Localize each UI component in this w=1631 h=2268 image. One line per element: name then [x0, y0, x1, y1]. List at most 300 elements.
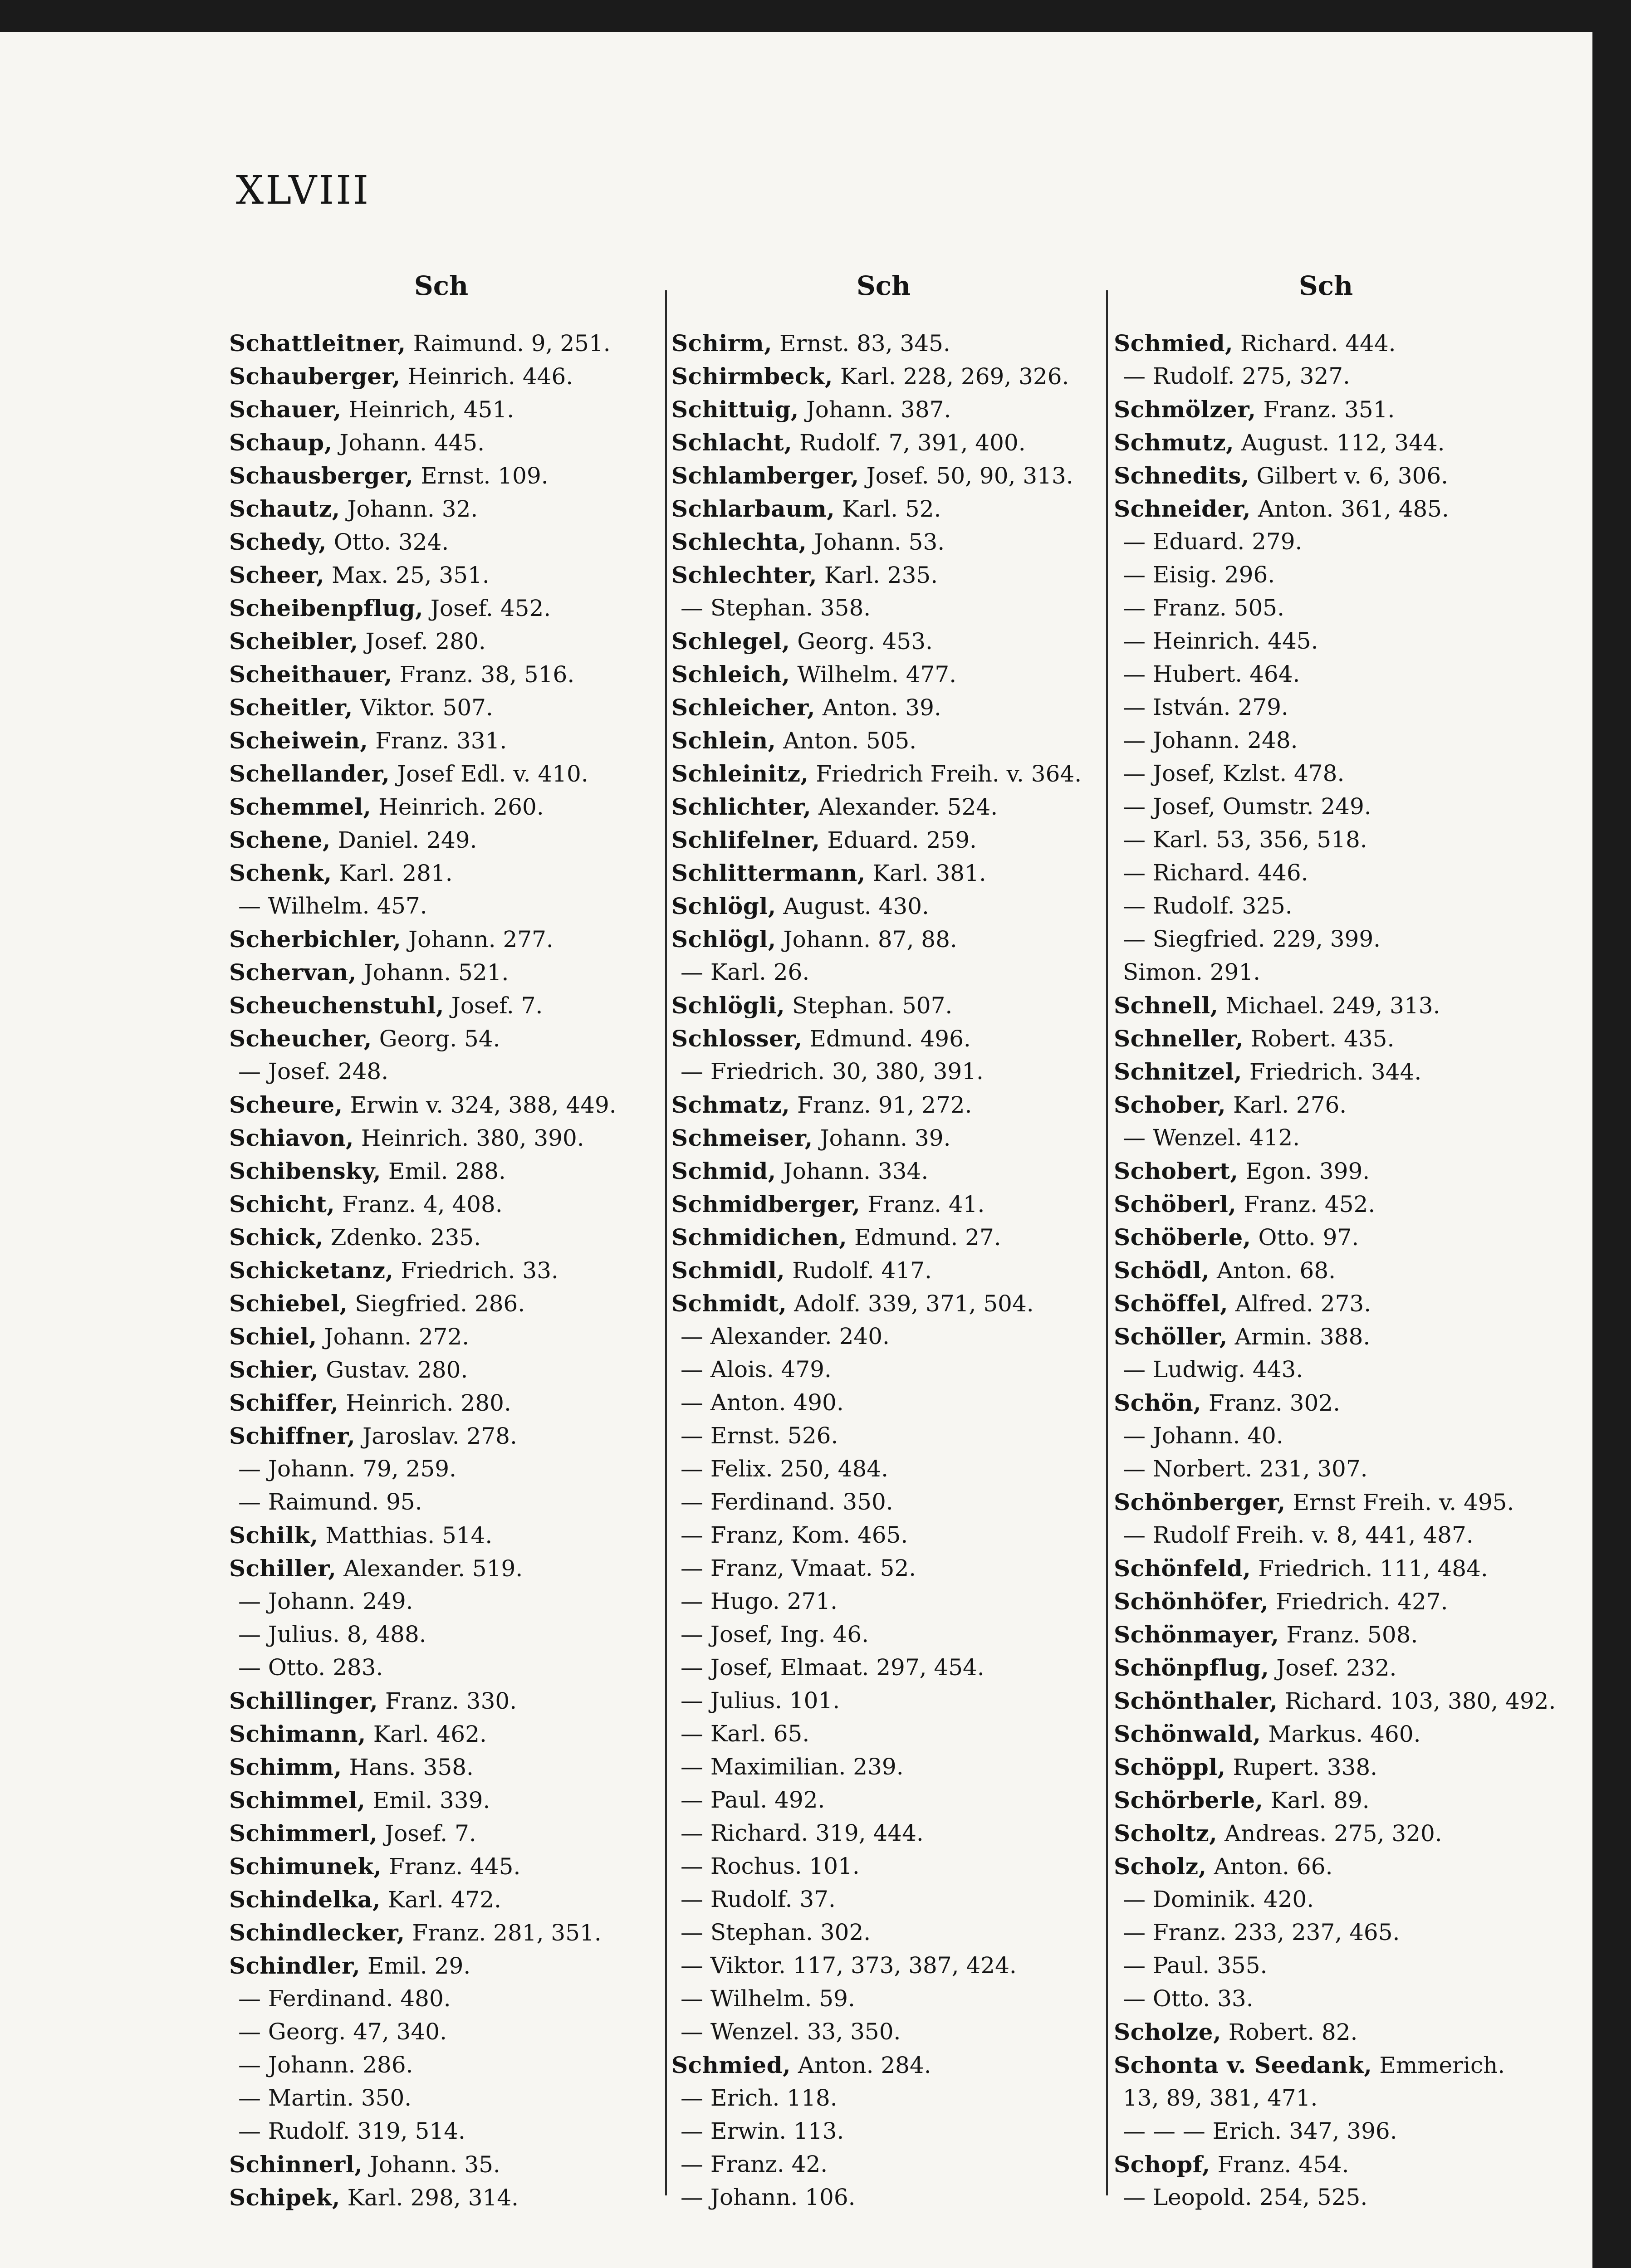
index-entry [229, 625, 653, 658]
entry-details: — Viktor. 117, 373, 387, 424. [681, 1952, 1017, 1979]
entry-surname: Schmidberger, [671, 1191, 861, 1217]
index-entry [229, 426, 653, 459]
entry-surname: Schmidichen, [671, 1224, 847, 1251]
entry-details: — Raimund. 95. [238, 1489, 422, 1515]
index-entry [671, 989, 1096, 1022]
entry-surname: Scherbichler, [229, 926, 402, 953]
entry-surname: Schemmel, [229, 793, 372, 820]
index-entry [671, 956, 1096, 989]
index-entry [1114, 1519, 1538, 1552]
index-entry [229, 1949, 653, 1982]
entry-surname: Schinnerl, [229, 2151, 363, 2178]
entry-details: — Georg. 47, 340. [238, 2019, 447, 2045]
entry-details: — Paul. 492. [681, 1787, 825, 1813]
entry-surname: Schlögli, [671, 992, 785, 1019]
index-entry [1114, 2048, 1538, 2082]
index-entry [1114, 1188, 1538, 1221]
entry-details: Karl. 281. [332, 860, 453, 886]
index-entry [229, 1618, 653, 1651]
index-entry [1114, 2082, 1538, 2115]
entry-surname: Schmidt, [671, 1290, 787, 1317]
entry-details: — Ferdinand. 350. [681, 1489, 893, 1515]
entry-details: Daniel. 249. [330, 827, 477, 853]
entry-details: Alexander. 524. [811, 794, 998, 820]
index-entry [229, 1221, 653, 1254]
entry-surname: Schimann, [229, 1721, 366, 1747]
entry-details: — Rochus. 101. [681, 1853, 860, 1879]
entry-surname: Scheiwein, [229, 727, 368, 754]
entry-details: — Wenzel. 33, 350. [681, 2019, 901, 2045]
index-entry [229, 327, 653, 360]
index-entry [671, 1088, 1096, 1121]
index-entry [229, 360, 653, 393]
column-header: Sch [1298, 270, 1353, 301]
entry-surname: Schautz, [229, 495, 340, 522]
entry-details: Karl. 276. [1226, 1092, 1347, 1118]
index-entry [1114, 1916, 1538, 1949]
index-entry [1114, 426, 1538, 459]
entry-details: Johann. 87, 88. [776, 926, 957, 953]
index-entry [1114, 989, 1538, 1022]
entry-details: Georg. 453. [790, 628, 933, 655]
index-entry [1114, 1320, 1538, 1353]
entry-surname: Schausberger, [229, 462, 414, 489]
index-entry [1114, 2148, 1538, 2181]
index-entry [1114, 1750, 1538, 1784]
entry-details: — Franz. 42. [681, 2151, 828, 2177]
index-entry [671, 1452, 1096, 1486]
entry-surname: Schöffel, [1114, 1290, 1228, 1317]
index-entry [1114, 757, 1538, 790]
entry-details: Rupert. 338. [1225, 1754, 1378, 1780]
index-entry [1114, 1154, 1538, 1188]
index-entry [229, 823, 653, 856]
entry-details: — Rudolf. 275, 327. [1123, 363, 1350, 389]
entry-details: Johann. 277. [401, 926, 553, 953]
index-entry [229, 2015, 653, 2048]
entry-details: Alfred. 273. [1228, 1290, 1371, 1317]
entry-surname: Schicht, [229, 1191, 335, 1217]
column-header: Sch [856, 270, 911, 301]
entry-details: — Maximilian. 239. [681, 1754, 904, 1780]
entry-details: Johann. 53. [807, 529, 945, 555]
index-entry [671, 890, 1096, 923]
index-entry [1114, 2115, 1538, 2148]
entry-details: — Josef, Elmaat. 297, 454. [681, 1654, 984, 1681]
index-entry [671, 1784, 1096, 1817]
index-entry [671, 2148, 1096, 2181]
index-entry [671, 923, 1096, 956]
entry-details: — Johann. 249. [238, 1588, 413, 1614]
entry-surname: Schönhöfer, [1114, 1588, 1269, 1615]
index-entry [1114, 1618, 1538, 1651]
index-column-2 [671, 245, 1096, 2214]
entry-surname: Schindelka, [229, 1886, 381, 1913]
index-entry [1114, 393, 1538, 426]
index-entry [1114, 1784, 1538, 1817]
entry-surname: Schnell, [1114, 992, 1219, 1019]
entry-details: Matthias. 514. [318, 1522, 493, 1549]
index-entry [671, 658, 1096, 691]
entry-details: Erwin v. 324, 388, 449. [343, 1092, 617, 1118]
index-entry [229, 790, 653, 823]
index-entry [671, 823, 1096, 856]
entry-surname: Schattleitner, [229, 330, 406, 357]
entry-list [229, 327, 653, 2214]
index-entry [229, 658, 653, 691]
entry-surname: Schopf, [1114, 2151, 1210, 2178]
index-entry [671, 459, 1096, 492]
entry-surname: Scheer, [229, 562, 325, 588]
entry-details: — Franz. 505. [1123, 595, 1284, 621]
index-entry [671, 1386, 1096, 1419]
entry-details: Johann. 334. [776, 1158, 929, 1184]
index-entry [1114, 856, 1538, 890]
index-entry [229, 1452, 653, 1486]
index-entry [671, 1684, 1096, 1717]
index-entry [229, 2181, 653, 2214]
entry-details: Egon. 399. [1238, 1158, 1370, 1184]
index-entry [229, 757, 653, 790]
entry-details: — Stephan. 358. [681, 595, 871, 621]
index-entry [229, 1916, 653, 1949]
entry-details: — Otto. 283. [238, 1654, 383, 1681]
entry-details: Raimund. 9, 251. [406, 330, 611, 357]
index-entry [671, 2015, 1096, 2048]
entry-details: Ernst Freih. v. 495. [1285, 1489, 1514, 1515]
entry-details: Johann. 32. [340, 496, 478, 522]
entry-details: Hans. 358. [342, 1754, 474, 1780]
index-entry [1114, 1287, 1538, 1320]
entry-surname: Schöberle, [1114, 1224, 1251, 1251]
entry-details: — Karl. 26. [681, 959, 810, 985]
entry-surname: Schlarbaum, [671, 495, 835, 522]
column-divider [1106, 290, 1108, 2195]
index-entry [1114, 1585, 1538, 1618]
index-entry [1114, 558, 1538, 591]
entry-surname: Schlamberger, [671, 462, 859, 489]
entry-details: — István. 279. [1123, 694, 1288, 720]
entry-details: — Johann. 286. [238, 2052, 413, 2078]
index-entry [1114, 1850, 1538, 1883]
entry-surname: Schicketanz, [229, 1257, 394, 1284]
index-entry [671, 591, 1096, 625]
index-entry [229, 2048, 653, 2082]
entry-details: — Wilhelm. 59. [681, 1985, 855, 2012]
index-entry [671, 1287, 1096, 1320]
entry-details: August. 430. [776, 893, 929, 919]
entry-surname: Schönberger, [1114, 1489, 1286, 1515]
entry-details: Adolf. 339, 371, 504. [787, 1290, 1034, 1317]
entry-details: Andreas. 275, 320. [1217, 1820, 1442, 1847]
scan-right-border [1592, 0, 1631, 2268]
entry-details: — Franz, Vmaat. 52. [681, 1555, 916, 1581]
index-entry [671, 757, 1096, 790]
index-entry [1114, 2015, 1538, 2048]
entry-details: — Franz. 233, 237, 465. [1123, 1919, 1400, 1945]
entry-details: Franz. 351. [1256, 396, 1395, 423]
entry-surname: Schibensky, [229, 1158, 381, 1184]
entry-surname: Schleinitz, [671, 760, 809, 787]
entry-surname: Schmied, [671, 2052, 791, 2078]
index-entry [229, 956, 653, 989]
entry-details: Gustav. 280. [318, 1357, 468, 1383]
entry-surname: Scheucher, [229, 1025, 372, 1052]
entry-list [1114, 327, 1556, 2214]
index-entry [671, 1486, 1096, 1519]
index-entry [671, 1055, 1096, 1088]
entry-details: Friedrich. 111, 484. [1251, 1555, 1488, 1582]
entry-details: Johann. 35. [362, 2151, 500, 2178]
entry-surname: Schlosser, [671, 1025, 803, 1052]
entry-details: Friedrich. 33. [393, 1257, 558, 1284]
entry-details: — Hugo. 271. [681, 1588, 838, 1614]
entry-surname: Schneider, [1114, 495, 1251, 522]
entry-details: — Johann. 106. [681, 2184, 856, 2210]
entry-surname: Schlein, [671, 727, 776, 754]
index-entry [1114, 790, 1538, 823]
entry-surname: Schmatz, [671, 1091, 790, 1118]
entry-details: Robert. 82. [1221, 2019, 1358, 2045]
entry-details: — Erwin. 113. [681, 2118, 844, 2144]
index-entry [229, 1353, 653, 1386]
entry-details: — Ernst. 526. [681, 1422, 838, 1449]
entry-surname: Schaup, [229, 429, 333, 456]
index-entry [671, 1916, 1096, 1949]
index-entry [229, 1519, 653, 1552]
index-entry [671, 1817, 1096, 1850]
index-entry [229, 492, 653, 525]
entry-surname: Schlichter, [671, 793, 812, 820]
entry-details: — Felix. 250, 484. [681, 1456, 888, 1482]
entry-details: — Alois. 479. [681, 1356, 832, 1383]
entry-details: Rudolf. 417. [785, 1257, 932, 1284]
index-entry [229, 1419, 653, 1452]
entry-details: Friedrich Freih. v. 364. [808, 761, 1082, 787]
entry-surname: Schiebel, [229, 1290, 348, 1317]
index-entry [671, 1320, 1096, 1353]
entry-surname: Schlechter, [671, 562, 818, 588]
index-entry [1114, 1452, 1538, 1486]
entry-details: — Siegfried. 229, 399. [1123, 926, 1381, 952]
entry-details: — Otto. 33. [1123, 1985, 1254, 2012]
entry-surname: Schörberle, [1114, 1787, 1264, 1813]
entry-surname: Schlacht, [671, 429, 793, 456]
entry-details: Ernst. 83, 345. [772, 330, 950, 357]
entry-details: Heinrich. 446. [400, 363, 573, 390]
scan-top-border [0, 0, 1631, 32]
entry-details: Franz. 452. [1236, 1191, 1376, 1217]
index-entry [229, 1850, 653, 1883]
entry-details: Anton. 505. [776, 728, 917, 754]
entry-details: — Ludwig. 443. [1123, 1356, 1303, 1383]
index-entry [229, 923, 653, 956]
entry-surname: Schimmel, [229, 1787, 366, 1813]
entry-surname: Schlegel, [671, 628, 790, 655]
entry-details: — Josef. 248. [238, 1058, 389, 1085]
entry-surname: Schnedits, [1114, 462, 1249, 489]
entry-details: Johann. 445. [332, 430, 485, 456]
entry-surname: Schauberger, [229, 363, 401, 390]
entry-details: — Norbert. 231, 307. [1123, 1456, 1368, 1482]
index-entry [1114, 525, 1538, 558]
entry-details: — Alexander. 240. [681, 1323, 890, 1349]
entry-surname: Schödl, [1114, 1257, 1210, 1284]
entry-surname: Schier, [229, 1356, 319, 1383]
entry-surname: Schiffner, [229, 1422, 356, 1449]
index-entry [229, 591, 653, 625]
index-entry [671, 1519, 1096, 1552]
entry-details: Friedrich. 427. [1269, 1589, 1448, 1615]
index-entry [1114, 890, 1538, 923]
entry-details: Karl. 472. [380, 1887, 502, 1913]
entry-details: Josef. 7. [377, 1820, 476, 1847]
index-entry [229, 1320, 653, 1353]
index-entry [229, 1750, 653, 1784]
index-entry [229, 1684, 653, 1717]
index-entry [671, 1949, 1096, 1982]
index-entry [229, 2082, 653, 2115]
index-entry [671, 1750, 1096, 1784]
entry-details: Franz. 302. [1201, 1390, 1340, 1416]
entry-details: — Ferdinand. 480. [238, 1985, 451, 2012]
entry-surname: Schiller, [229, 1555, 337, 1582]
entry-surname: Schipek, [229, 2184, 340, 2211]
entry-details: — Heinrich. 445. [1123, 628, 1318, 654]
index-entry [229, 525, 653, 558]
index-entry [671, 691, 1096, 724]
index-entry [671, 856, 1096, 890]
index-entry [229, 1188, 653, 1221]
entry-details: Johann. 39. [813, 1125, 951, 1151]
index-entry [229, 1585, 653, 1618]
index-entry [1114, 1817, 1538, 1850]
index-entry [671, 1618, 1096, 1651]
entry-surname: Schmölzer, [1114, 396, 1256, 423]
entry-details: Anton. 361, 485. [1250, 496, 1449, 522]
entry-details: Stephan. 507. [785, 992, 953, 1019]
entry-surname: Scheuchenstuhl, [229, 992, 444, 1019]
index-entry [671, 360, 1096, 393]
entry-surname: Scheitler, [229, 694, 353, 721]
entry-surname: Schlögl, [671, 893, 776, 919]
entry-details: Karl. 228, 269, 326. [833, 363, 1069, 390]
entry-surname: Schneller, [1114, 1025, 1244, 1052]
index-entry [229, 1386, 653, 1419]
entry-details: Franz. 445. [382, 1853, 521, 1880]
index-entry [1114, 691, 1538, 724]
entry-surname: Schobert, [1114, 1158, 1239, 1184]
entry-surname: Schindler, [229, 1952, 361, 1979]
entry-details: Ernst. 109. [413, 463, 549, 489]
entry-details: August. 112, 344. [1234, 430, 1445, 456]
index-entry [1114, 1552, 1538, 1585]
index-entry [1114, 360, 1538, 393]
entry-details: Anton. 39. [815, 694, 941, 721]
entry-details: Anton. 68. [1210, 1257, 1336, 1284]
entry-surname: Schöberl, [1114, 1191, 1237, 1217]
entry-details: Edmund. 27. [847, 1224, 1001, 1251]
entry-details: — Julius. 8, 488. [238, 1621, 426, 1647]
entry-surname: Schonta v. Seedank, [1114, 2052, 1372, 2078]
entry-surname: Schönfeld, [1114, 1555, 1251, 1582]
index-entry [671, 426, 1096, 459]
entry-details: Josef. 232. [1269, 1655, 1397, 1681]
entry-details: Heinrich. 280. [338, 1390, 511, 1416]
entry-surname: Schleicher, [671, 694, 815, 721]
index-entry [1114, 1949, 1538, 1982]
entry-details: — Eisig. 296. [1123, 562, 1275, 588]
entry-details: Otto. 97. [1251, 1224, 1359, 1251]
entry-surname: Schedy, [229, 528, 327, 555]
entry-surname: Schellander, [229, 760, 390, 787]
index-entry [1114, 1651, 1538, 1684]
entry-details: — Eduard. 279. [1123, 528, 1303, 555]
index-entry [671, 1188, 1096, 1221]
entry-details: Otto. 324. [326, 529, 449, 555]
entry-details: Simon. 291. [1123, 959, 1261, 985]
entry-details: Wilhelm. 477. [790, 661, 957, 688]
index-entry [671, 1850, 1096, 1883]
entry-details: Richard. 444. [1233, 330, 1396, 357]
column-divider [665, 290, 667, 2195]
entry-details: Siegfried. 286. [348, 1290, 525, 1317]
entry-surname: Schnitzel, [1114, 1058, 1242, 1085]
index-entry [671, 1022, 1096, 1055]
index-entry [229, 1651, 653, 1684]
entry-surname: Schmidl, [671, 1257, 785, 1284]
entry-details: Viktor. 507. [353, 694, 493, 721]
index-entry [229, 1088, 653, 1121]
entry-details: — Rudolf. 325. [1123, 893, 1293, 919]
index-entry [229, 890, 653, 923]
entry-details: Michael. 249, 313. [1218, 992, 1440, 1019]
index-entry [671, 1154, 1096, 1188]
index-entry [229, 1121, 653, 1154]
entry-surname: Scheure, [229, 1091, 343, 1118]
entry-details: Emil. 339. [365, 1787, 490, 1813]
index-entry [671, 2181, 1096, 2214]
index-entry [1114, 625, 1538, 658]
entry-details: Josef. 280. [358, 628, 486, 655]
index-entry [1114, 327, 1538, 360]
entry-details: Edmund. 496. [802, 1026, 971, 1052]
index-entry [671, 2082, 1096, 2115]
index-entry [671, 327, 1096, 360]
index-entry [1114, 1883, 1538, 1916]
entry-details: — Johann. 79, 259. [238, 1456, 456, 1482]
entry-details: — Leopold. 254, 525. [1123, 2184, 1368, 2210]
entry-surname: Schirmbeck, [671, 363, 833, 390]
entry-details: — Martin. 350. [238, 2085, 412, 2111]
entry-details: Gilbert v. 6, 306. [1249, 463, 1449, 489]
index-entry [229, 1254, 653, 1287]
index-entry [229, 459, 653, 492]
entry-details: Franz. 330. [378, 1688, 517, 1714]
entry-details: Franz. 331. [368, 728, 507, 754]
entry-details: Emmerich. [1372, 2052, 1505, 2078]
entry-details: Eduard. 259. [820, 827, 977, 853]
index-entry [1114, 1121, 1538, 1154]
entry-list [671, 327, 1096, 2214]
entry-details: Karl. 298, 314. [340, 2185, 519, 2211]
entry-details: Heinrich, 451. [341, 396, 514, 423]
entry-surname: Schindlecker, [229, 1919, 405, 1946]
index-entry [229, 1784, 653, 1817]
index-entry [1114, 1717, 1538, 1750]
entry-details: Anton. 284. [790, 2052, 931, 2078]
index-entry [229, 558, 653, 591]
